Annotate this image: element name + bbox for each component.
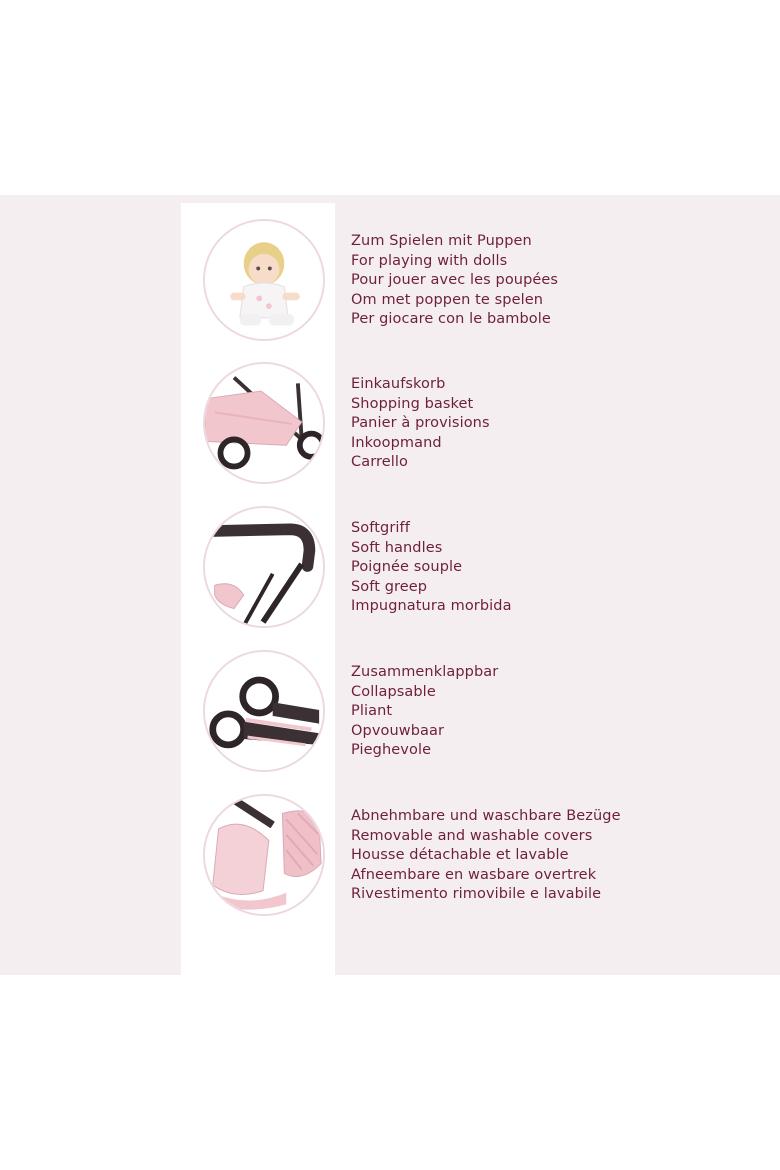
feature-text-de: Einkaufskorb — [351, 376, 446, 392]
doll-icon — [203, 219, 325, 341]
feature-text-nl: Opvouwbaar — [351, 722, 445, 739]
feature-text-fr: Pliant — [351, 703, 393, 720]
feature-text-en: Shopping basket — [351, 395, 474, 412]
feature-text-de: Zum Spielen mit Puppen — [351, 233, 532, 249]
feature-removable-covers — [0, 794, 780, 924]
feature-text-en: Soft handles — [351, 539, 443, 556]
feature-text-fr: Housse détachable et lavable — [351, 847, 569, 864]
feature-text-nl: Afneembare en wasbare overtrek — [351, 866, 597, 883]
feature-text-fr: Panier à provisions — [351, 415, 490, 432]
feature-text-fr: Poignée souple — [351, 559, 463, 576]
feature-text-de: Softgriff — [351, 520, 410, 536]
feature-text-fr: Pour jouer avec les poupées — [351, 272, 559, 289]
feature-text-de: Abnehmbare und waschbare Bezüge — [351, 808, 621, 824]
feature-text-en: Collapsable — [351, 683, 436, 700]
shopping-basket-icon — [203, 362, 325, 484]
feature-shopping-basket — [0, 362, 780, 492]
feature-text-nl: Om met poppen te spelen — [351, 291, 544, 308]
removable-cover-icon — [203, 794, 325, 916]
feature-text-de: Zusammenklappbar — [351, 664, 499, 680]
feature-text-nl: Soft greep — [351, 578, 428, 595]
feature-text-it: Per giocare con le bambole — [351, 311, 551, 328]
feature-text-it: Pieghevole — [351, 742, 432, 759]
feature-text-en: For playing with dolls — [351, 252, 508, 269]
feature-text-it: Rivestimento rimovibile e lavabile — [351, 886, 602, 903]
soft-handle-icon — [203, 506, 325, 628]
collapsible-stroller-icon — [203, 650, 325, 772]
feature-text-it: Carrello — [351, 454, 409, 471]
feature-collapsible — [0, 650, 780, 780]
feature-doll — [0, 219, 780, 349]
feature-text-it: Impugnatura morbida — [351, 598, 512, 615]
feature-soft-handle — [0, 506, 780, 636]
feature-text-en: Removable and washable covers — [351, 827, 593, 844]
feature-text-nl: Inkoopmand — [351, 434, 442, 451]
